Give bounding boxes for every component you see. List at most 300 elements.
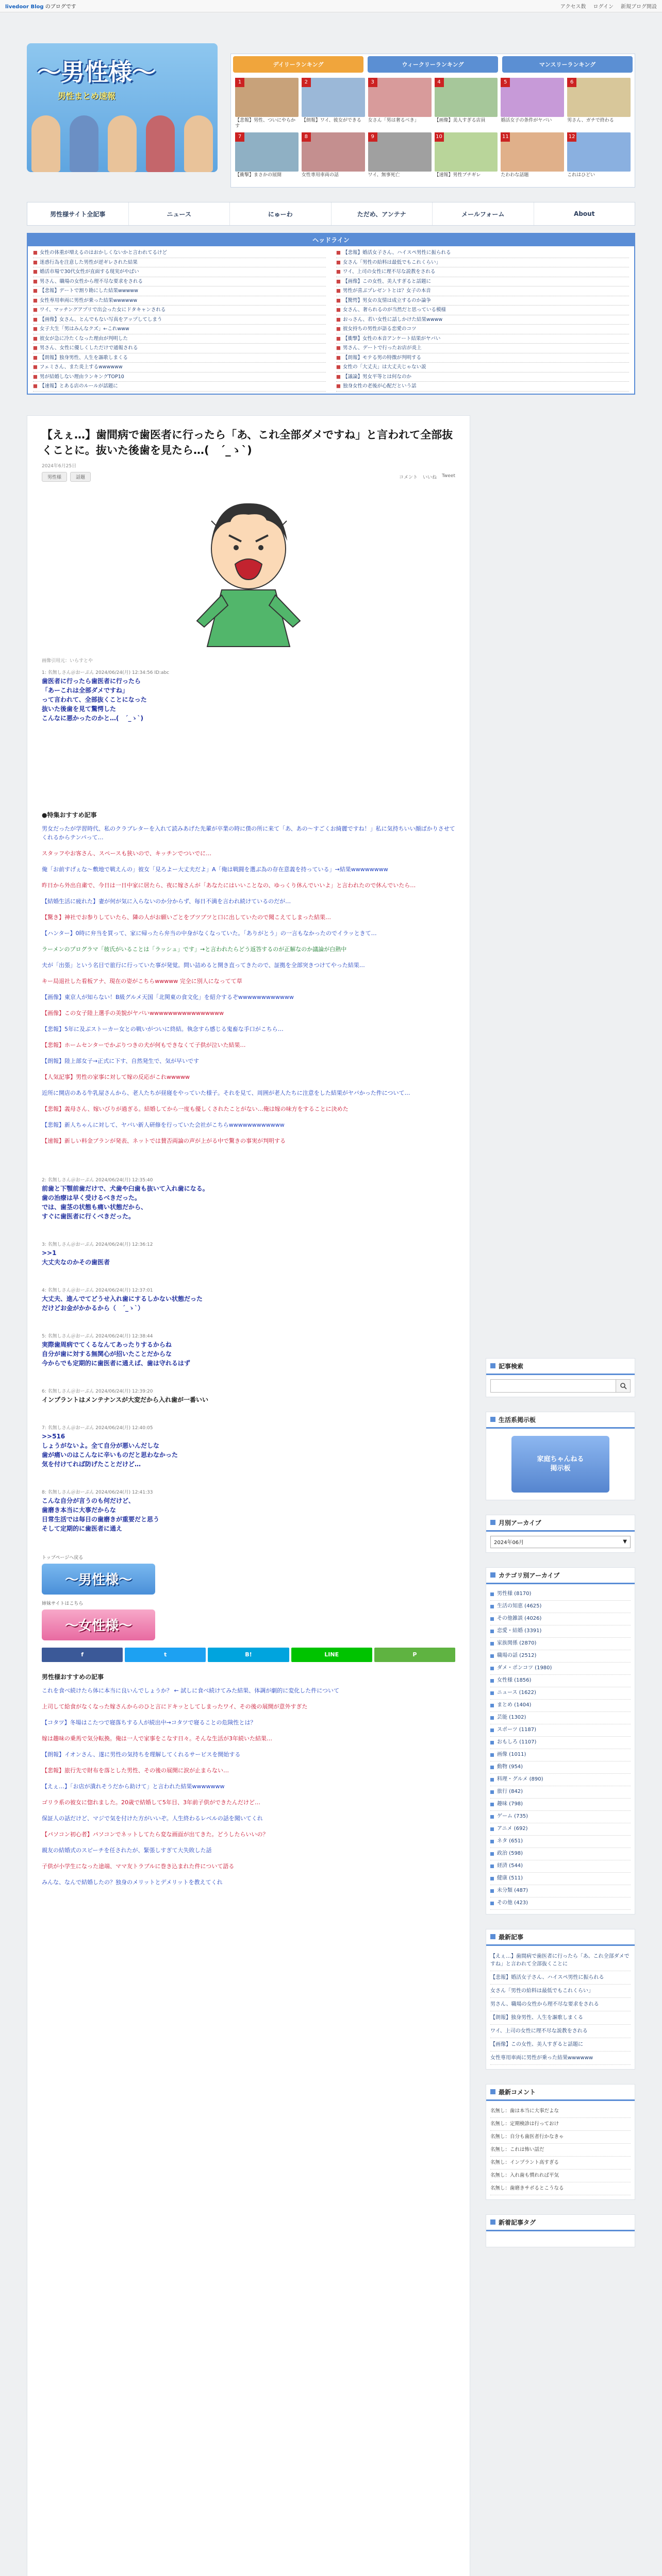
recommended-link[interactable]: 上司して給食がなくなった嫁さんからのひと言にドキッとしてしまったワイ、その後の展開が意外すぎた (42, 1703, 308, 1710)
recent-widget (486, 1929, 635, 2070)
ranking-caption[interactable]: 【速報】男性ブチギレ (434, 173, 481, 178)
recent-article-link[interactable]: 【悲報】婚活女子さん、ハイスペ男性に振られる (490, 1971, 631, 1985)
headline-link[interactable]: 【画像】この女性、美人すぎると話題に (342, 278, 431, 284)
top-bar (0, 0, 662, 12)
recommended-link[interactable]: 【画像】東京人が知らない！B級グルメ天国「北関東の食文化」を紹介するぞwwwwwwwwwwww (42, 993, 294, 1001)
recommended-link[interactable]: 【悲報】5年に及ぶストーカー女との戦いがついに終結。執念すら感じる鬼畜な手口がこちら… (42, 1025, 284, 1032)
nav-about[interactable]: About (574, 210, 595, 217)
category-item[interactable] (490, 1737, 631, 1749)
nav-newwa[interactable]: にゅーわ (230, 202, 332, 225)
headline-item[interactable] (336, 267, 629, 277)
headline-item[interactable] (336, 258, 629, 268)
headline-link[interactable]: 迷惑行為を注意した男性が逆ギレされた結果 (39, 259, 138, 265)
rank-number: 5 (501, 78, 510, 87)
rank-number: 8 (302, 132, 311, 142)
recent-comment[interactable]: 名無し：歯は本当に大事だよな (490, 2105, 631, 2118)
sister-site-banner[interactable]: 〜女性様〜 (42, 1609, 155, 1640)
headline-link[interactable]: 彼女持ちの男性が語る恋愛のコツ (342, 326, 417, 332)
headline-title: ヘッドライン (28, 234, 634, 246)
headline-link[interactable]: 女性の「大丈夫」は大丈夫じゃない説 (342, 364, 426, 370)
headline-item[interactable] (33, 344, 326, 353)
ranking-caption[interactable]: 【画像】美人すぎる店員 (434, 118, 486, 123)
bullet-icon (490, 1679, 494, 1683)
headline-item[interactable] (33, 315, 326, 325)
category-item[interactable] (490, 1873, 631, 1885)
bullet-icon (490, 1902, 494, 1905)
response-body: >>516 しょうがないよ。全て自分が悪いんだしな 歯が痛いのはこんなに辛いものだと思わなかった 気を付けてれば防げたことだけど… (42, 1432, 178, 1468)
headline-item[interactable] (33, 267, 326, 277)
ranking-thumbnail[interactable] (567, 132, 631, 172)
widget-title: 月別アーカイブ (499, 1519, 541, 1527)
headline-item[interactable] (33, 296, 326, 306)
headline-item[interactable] (336, 306, 629, 315)
recommended-link[interactable]: 男女だったが学習時代、私のクラブレターを入れて読みあげた先輩が卒業の時に僕の所に来て「あ、あの〜すごくお綺麗ですね！」私に気持ちいい顔ばかりさせてくれるからテンパって… (42, 825, 455, 841)
rank-number: 2 (302, 78, 311, 87)
tab-daily-ranking[interactable]: デイリーランキング (233, 56, 363, 73)
bullet-icon: ■ (336, 250, 341, 256)
headline-item[interactable] (336, 363, 629, 372)
category-item[interactable] (490, 1885, 631, 1897)
category-label[interactable]: 経済 (544) (497, 1863, 523, 1869)
recommended-link[interactable]: 【悲報】新人ちゃんに対して、ヤバい新人研修を行っていた会社がこちらwwwwwwwwwwww (42, 1121, 285, 1128)
bullet-icon (490, 1790, 494, 1794)
category-label[interactable]: その他雑談 (4026) (497, 1616, 542, 1621)
bullet-icon (490, 1753, 494, 1757)
category-item[interactable] (490, 1848, 631, 1860)
nav-antenna[interactable]: ただめ、アンテナ (332, 202, 433, 225)
bullet-icon (490, 1827, 494, 1831)
category-item[interactable] (490, 1650, 631, 1663)
recommended-link[interactable]: 夫が「出張」という名目で旅行に行っていた事が発覚。問い詰めると開き直ってきたので、証拠を全部突きつけてやった結果… (42, 961, 365, 969)
category-item[interactable] (490, 1836, 631, 1848)
category-item[interactable] (490, 1712, 631, 1724)
category-item[interactable] (490, 1638, 631, 1650)
headline-item[interactable] (33, 306, 326, 315)
bullet-icon (490, 1877, 494, 1880)
category-item[interactable] (490, 1799, 631, 1811)
response-header: 5: 名無しさん＠おーぷん 2024/06/24(月) 12:38:44 (42, 1333, 153, 1339)
recent-article-link[interactable]: 女さん「男性の給料は最低でもこれくらい」 (490, 1985, 631, 1998)
headline-link[interactable]: ワイ、上司の女性に理不尽な説教をされる (342, 269, 436, 275)
headline-link[interactable]: 女性専用車両に男性が乗った結果wwwwww (39, 297, 138, 303)
response-header: 1: 名無しさん＠おーぷん 2024/06/24(月) 12:34:56 ID:abc (42, 670, 170, 675)
bullet-icon (490, 1741, 494, 1744)
headline-link[interactable]: 【驚愕】男女の友情は成立するのか論争 (342, 297, 431, 303)
bullet-icon: ■ (33, 354, 38, 361)
category-item[interactable] (490, 1663, 631, 1675)
ranking-caption[interactable]: これはひどい (567, 173, 595, 178)
like-link[interactable]: いいね (423, 474, 437, 480)
headline-link[interactable]: 婚活市場で30代女性が直面する現実がやばい (39, 269, 139, 275)
headline-item[interactable] (336, 344, 629, 353)
recommended-link[interactable]: これを食べ続けたら体に本当に良いんでしょうか？ ← 試しに食べ続けてみた結果、体調が劇的に変化した件について (42, 1687, 339, 1694)
recommended-link[interactable]: 親友の結婚式のスピーチを任されたが、緊張しすぎて大失敗した話 (42, 1846, 212, 1854)
recommended-link[interactable]: みんな、なんで結婚したの？独身のメリットとデメリットを教えてくれ (42, 1878, 223, 1886)
bullet-icon (490, 1716, 494, 1720)
headline-link[interactable]: 【画像】女さん、とんでもない写真をアップしてしまう (39, 316, 162, 323)
share-button[interactable]: P (374, 1648, 455, 1662)
headline-link[interactable]: 女子大生「男はみんなクズ」←これwww (39, 326, 129, 332)
category-item[interactable] (490, 1700, 631, 1712)
headline-link[interactable]: おっさん、若い女性に話しかけた結果wwww (342, 316, 443, 323)
category-item[interactable] (490, 1601, 631, 1613)
category-label[interactable]: 家族関係 (2870) (497, 1640, 537, 1646)
bullet-icon: ■ (33, 345, 38, 351)
category-label[interactable]: 料理・グルメ (890) (497, 1776, 543, 1782)
category-label[interactable]: 趣味 (798) (497, 1801, 523, 1807)
bullet-icon (490, 1766, 494, 1769)
tag[interactable]: 話題 (70, 472, 91, 482)
headline-link[interactable]: 【朗報】モテる男の特徴が判明する (342, 354, 421, 361)
category-label[interactable]: 未分類 (487) (497, 1888, 528, 1893)
article (27, 415, 470, 2576)
category-item[interactable] (490, 1625, 631, 1638)
tab-weekly-ranking[interactable]: ウィークリーランキング (368, 56, 498, 73)
headline-link[interactable]: 男さん、職場の女性から理不尽な要求をされる (39, 278, 143, 284)
headline-link[interactable]: 【悲報】デートで割り勘にした結果wwwww (39, 288, 138, 294)
recent-comment[interactable]: 名無し：定期検診は行っておけ (490, 2118, 631, 2131)
headline-item[interactable] (33, 353, 326, 363)
bullet-icon: ■ (33, 269, 38, 275)
headline-item[interactable] (33, 325, 326, 334)
ranking-item[interactable] (302, 78, 365, 129)
ranking-caption[interactable]: たわわな話題 (501, 173, 529, 178)
category-label[interactable]: 恋愛・結婚 (3391) (497, 1628, 542, 1634)
ranking-item[interactable] (567, 78, 631, 129)
badge-caption: 姉妹サイトはこちら (42, 1601, 84, 1606)
ranking-item[interactable] (567, 132, 631, 184)
recommended-link[interactable]: キー局退社した看板アナ、現在の姿がこちらwwwww 完全に別人になってて草 (42, 977, 242, 985)
headline-item[interactable] (33, 334, 326, 344)
recent-comment[interactable]: 名無し：入れ歯も慣れれば平気 (490, 2170, 631, 2182)
response-list (42, 669, 455, 723)
category-item[interactable] (490, 1687, 631, 1700)
site-logo[interactable] (27, 43, 218, 172)
tweet-link[interactable]: Tweet (442, 473, 455, 479)
sidebar (486, 415, 635, 2576)
login-link[interactable]: ログイン (593, 4, 614, 10)
brand[interactable] (5, 2, 76, 10)
headline-item[interactable] (336, 248, 629, 258)
search-widget (486, 1358, 635, 1397)
board-widget (486, 1412, 635, 1500)
article-date: 2024年6月25日 (42, 463, 77, 469)
category-item[interactable] (490, 1774, 631, 1786)
headline-link[interactable]: 【朗報】独身男性、人生を謳歌しまくる (39, 354, 128, 361)
recommended-link[interactable]: 【朗報】イオンさん、遂に男性の気持ちを理解してくれるサービスを開始する (42, 1751, 241, 1758)
category-label[interactable]: 男性様 (8170) (497, 1591, 532, 1597)
comment-count-link[interactable]: コメント (399, 474, 418, 480)
category-item[interactable] (490, 1675, 631, 1687)
category-label[interactable]: アニメ (692) (497, 1826, 528, 1832)
recent-comment[interactable]: 名無し：これは怖い話だ (490, 2144, 631, 2157)
recommended-link[interactable]: 【ハンター】0時に弁当を買って、家に帰ったら弁当の中身がなくなっていた。「ありがとう」の一言もなかったのでイラッときて… (42, 929, 377, 937)
search-input[interactable] (490, 1379, 616, 1393)
recommended-link[interactable]: 【朗報】陸上部女子→正式に下す、自然発生で、気が早いです (42, 1057, 200, 1064)
headline-item[interactable] (336, 372, 629, 382)
recent-article-link[interactable]: 【画像】この女性、美人すぎると話題に (490, 2038, 631, 2052)
bullet-icon: ■ (336, 354, 341, 361)
recommended-link[interactable]: ラーメンのプログラマ「彼氏がいることは「ラッシュ」です」→と言われたらどう返答するのが正解なのか議論が白熱中 (42, 945, 347, 953)
thread-list (42, 1176, 455, 1533)
bullet-icon: ■ (336, 345, 341, 351)
recommended-link[interactable]: 【驚き】神社でお参りしていたら、隣の人がお願いごとをブツブツと口に出していたので聞こえてしまった結果… (42, 913, 331, 921)
headline-link[interactable]: 【衝撃】女性の本音アンケート結果がヤバい (342, 335, 441, 342)
recommended-link[interactable]: 【結婚生活に疲れた】妻が何が気に入らないのか分からず、毎日不満を言われ続けているのだが… (42, 897, 291, 905)
headline-item[interactable] (336, 325, 629, 334)
category-label[interactable]: まとめ (1404) (497, 1702, 532, 1708)
response (42, 1387, 455, 1404)
nav-news[interactable]: ニュース (129, 202, 230, 225)
bullet-icon (490, 1815, 494, 1819)
recommended-link[interactable]: 嫁は趣味の乗馬で気分転換。俺は一人で家事をこなす日々。そんな生活が3年続いた結果… (42, 1735, 272, 1742)
recommended-link[interactable]: 近所に開店のある牛乳屋さんから、老人たちが昼寝をやっていた様子。それを見て、周囲が老人たちに注意をした結果がヤバかった件について… (42, 1089, 410, 1096)
ranking-caption[interactable]: 【朗報】ワイ、彼女ができる (301, 118, 361, 123)
bullet-icon (490, 1654, 494, 1658)
recommended-link[interactable]: スタッフやお客さん、スペースも狭いので、キッチンでついでに… (42, 850, 212, 857)
headline-item[interactable] (33, 382, 326, 392)
category-label[interactable]: ニュース (1622) (497, 1690, 536, 1696)
headline-left (33, 248, 326, 392)
widget-title: カテゴリ別アーカイブ (499, 1571, 560, 1579)
ranking-caption[interactable]: 女さん「男は奢るべき」 (368, 118, 419, 123)
recommended-link[interactable]: 【パソコン初心者】パソコンでネットしてたら変な画面が出てきた。どうしたらいいの？ (42, 1831, 269, 1838)
recommended-link[interactable]: 【悲報】義母さん、嫁いびりが過ぎる。結婚してから一度も優しくされたことがない…俺は嫁の味方をすることに決めた (42, 1105, 349, 1112)
bullet-icon (490, 1840, 494, 1843)
category-label[interactable]: ゲーム (735) (497, 1814, 528, 1819)
access-link[interactable]: アクセス数 (560, 4, 586, 10)
recent-article-link[interactable]: 【えぇ…】歯間病で歯医者に行ったら「あ、これ全部ダメですね」と言われて全部抜くことに (490, 1950, 631, 1971)
headline-link[interactable]: フェミさん、また炎上するwwwwww (39, 364, 123, 370)
ranking-item[interactable] (235, 78, 299, 129)
response-body: 前歯と下顎前歯だけで、犬歯や臼歯も抜いて入れ歯になる。 歯の治療は早く受けるべきだった。 では、歯茎の状態も痛い状態だから、 すぐに歯医者に行くべきだった。 (42, 1184, 209, 1220)
widget-title: 最新記事 (499, 1933, 524, 1941)
bullet-icon (490, 1605, 494, 1608)
category-item[interactable] (490, 1761, 631, 1774)
bullet-icon: ■ (336, 364, 341, 370)
category-label[interactable]: 動物 (954) (497, 1764, 523, 1770)
ranking-item[interactable] (435, 78, 498, 129)
headline-item[interactable] (33, 248, 326, 258)
headline-link[interactable]: 【悲報】婚活女子さん、ハイスペ男性に振られる (342, 250, 451, 256)
nav-all-articles[interactable]: 男性様サイト全記事 (27, 202, 129, 225)
response (42, 1241, 455, 1267)
headline-link[interactable]: 独身女性の老後が心配だという話 (342, 383, 417, 389)
recommended-link[interactable]: 俺「お前すげぇな〜敷地で戦えんの」彼女「見ろよー大丈夫だよ」A「俺は戦闘を選ぶ為の存在意義を持っている」→結果wwwwwwww (42, 866, 388, 873)
category-item[interactable] (490, 1749, 631, 1761)
recent-comment[interactable]: 名無し：インプラント高すぎる (490, 2157, 631, 2170)
ranking-item[interactable] (368, 78, 432, 129)
category-label[interactable]: 旅行 (842) (497, 1789, 523, 1794)
brand-sub: のブログです (45, 4, 76, 10)
tab-monthly-ranking[interactable]: マンスリーランキング (502, 56, 633, 73)
ranking-thumbnail[interactable] (501, 132, 564, 172)
headline-link[interactable]: 【速報】とある店のルールが話題に (39, 383, 118, 389)
headline-item[interactable] (336, 277, 629, 287)
ranking-item[interactable] (435, 132, 498, 184)
recent-comment[interactable]: 名無し：自分も歯医者行かなきゃ (490, 2131, 631, 2144)
headline-item[interactable] (336, 286, 629, 296)
ranking-thumbnail[interactable] (235, 132, 299, 172)
category-item[interactable] (490, 1823, 631, 1836)
headline-link[interactable]: 女さん、奢られるのが当然だと思っている模様 (342, 307, 446, 313)
category-label[interactable]: 芸能 (1302) (497, 1715, 526, 1720)
headline-item[interactable] (33, 363, 326, 372)
ranking-caption[interactable]: 男さん、ガチで終わる (567, 118, 614, 123)
ranking-item[interactable] (368, 132, 432, 184)
share-button[interactable]: f (42, 1648, 123, 1662)
ranking-thumbnail[interactable] (302, 78, 365, 117)
headline-link[interactable]: 男性が喜ぶプレゼントとは？女子の本音 (342, 288, 431, 294)
response-header: 6: 名無しさん＠おーぷん 2024/06/24(月) 12:39:20 (42, 1388, 153, 1394)
share-button[interactable]: LINE (291, 1648, 372, 1662)
ranking-item[interactable] (501, 78, 564, 129)
ranking-thumbnail[interactable] (567, 78, 631, 117)
nav-mailform[interactable]: メールフォーム (433, 202, 534, 225)
category-item[interactable] (490, 1860, 631, 1873)
header (27, 28, 635, 198)
headline-item[interactable] (336, 353, 629, 363)
category-item[interactable] (490, 1811, 631, 1823)
ranking-thumbnail[interactable] (368, 78, 432, 117)
recommended-link[interactable]: 【コタツ】冬場はこたつで寝落ちする人が続出中→コタツで寝ることの危険性とは？ (42, 1719, 256, 1726)
headline-item[interactable] (336, 334, 629, 344)
ranking-item[interactable] (302, 132, 365, 184)
headline-link[interactable]: ワイ、マッチングアプリで出会った女にドタキャンされる (39, 307, 166, 313)
recommended-link[interactable]: 【人気記事】男性の家事に対して嫁の反応がこれwwwww (42, 1073, 190, 1080)
category-label[interactable]: ダメ・ポンコツ (1980) (497, 1665, 552, 1671)
ranking-grid (231, 75, 635, 187)
bullet-icon (490, 1778, 494, 1782)
brand-name[interactable]: livedoor Blog (5, 4, 44, 10)
recent-article-link[interactable]: 【朗報】独身男性、人生を謳歌しまくる (490, 2011, 631, 2025)
archive-select[interactable] (490, 1536, 631, 1548)
response-header: 8: 名無しさん＠おーぷん 2024/06/24(月) 12:41:33 (42, 1489, 153, 1495)
recommended-link[interactable]: 【悲報】ホームセンターでかぶりつきの犬が何もできなくて子供が泣いた結果… (42, 1041, 246, 1048)
headline-link[interactable]: 男が結婚しない理由ランキングTOP10 (39, 374, 124, 380)
headline-link[interactable]: 【議論】男女平等とは何なのか (342, 374, 411, 380)
category-label[interactable]: 政治 (598) (497, 1851, 523, 1856)
response-body: インプラントはメンテナンスが大変だから入れ歯が一番いい (42, 1396, 209, 1403)
tag[interactable]: 男性様 (42, 472, 67, 482)
recommended-link[interactable]: 【画像】この女子陸上選手の美貌がヤバいwwwwwwwwwwwwwwww (42, 1009, 224, 1016)
category-label[interactable]: 画像 (1011) (497, 1752, 526, 1757)
recommended-list-2 (42, 1686, 455, 1887)
share-button[interactable]: B! (208, 1648, 289, 1662)
headline-item[interactable] (336, 296, 629, 306)
ranking-caption[interactable]: 【悲報】男性、ついにやらかす (235, 118, 296, 129)
new-blog-link[interactable]: 新規ブログ開設 (621, 4, 657, 10)
recent-article-link[interactable]: 男さん、職場の女性から理不尽な要求をされる (490, 1998, 631, 2011)
headline-item[interactable] (336, 315, 629, 325)
ranking-item[interactable] (235, 132, 299, 184)
recommended-link[interactable]: 子供が小学生になった途端、ママ友トラブルに巻き込まれた件について語る (42, 1862, 235, 1870)
recommended-link[interactable]: 【悲報】旅行先で財布を落とした男性、その後の展開に涙が止まらない… (42, 1767, 229, 1774)
bullet-icon (490, 1803, 494, 1806)
badge-caption: トップページへ戻る (42, 1555, 84, 1561)
category-label[interactable]: スポーツ (1187) (497, 1727, 537, 1733)
rank-number: 7 (235, 132, 244, 142)
category-widget (486, 1567, 635, 1914)
category-item[interactable] (490, 1613, 631, 1625)
recent-comment[interactable]: 名無し：歯磨きサボるとこうなる (490, 2182, 631, 2195)
bullet-icon: ■ (336, 326, 341, 332)
site-banner[interactable]: 〜男性様〜 (42, 1564, 155, 1595)
ranking-thumbnail[interactable] (435, 132, 498, 172)
headline-link[interactable]: 女性の体重が増えるのはおかしくないかと言われてるけど (39, 250, 167, 256)
category-label[interactable]: 生活の知恵 (4625) (497, 1603, 542, 1609)
headline-item[interactable] (33, 277, 326, 287)
widget-title: 生活系掲示板 (499, 1416, 536, 1423)
response-header: 3: 名無しさん＠おーぷん 2024/06/24(月) 12:36:12 (42, 1242, 153, 1247)
rank-number: 12 (567, 132, 576, 142)
bullet-icon: ■ (336, 374, 341, 380)
category-label[interactable]: その他 (423) (497, 1900, 528, 1906)
recommended-link[interactable]: 昨日から外出自粛で、今日は一日中家に居たら、夜に嫁さんが「あなたにはいいことなの、ゆっくり休んでいいよ」と言われたので休んでいたら… (42, 882, 416, 889)
category-item[interactable] (490, 1897, 631, 1910)
headline-item[interactable] (33, 286, 326, 296)
category-label[interactable]: おもしろ (1107) (497, 1739, 537, 1745)
headline-link[interactable]: 男さん、デートで行ったお店が炎上 (342, 345, 422, 351)
ranking-thumbnail[interactable] (302, 132, 365, 172)
category-label[interactable]: ネタ (651) (497, 1838, 523, 1844)
ranking-caption[interactable]: 【衝撃】まさかの展開 (235, 173, 282, 178)
response-header: 2: 名無しさん＠おーぷん 2024/06/24(月) 12:35:40 (42, 1177, 153, 1183)
headline-link[interactable]: 女さん「男性の給料は最低でもこれくらい」 (342, 259, 441, 265)
category-label[interactable]: 職場の話 (2512) (497, 1653, 537, 1658)
recommended-link[interactable]: 【速報】新しい料金プランが発表、ネットでは賛否両論の声が上がる中で驚きの事実が判明する (42, 1137, 286, 1144)
share-button[interactable]: t (125, 1648, 206, 1662)
headline-right (336, 248, 629, 392)
ranking-thumbnail[interactable] (435, 78, 498, 117)
category-label[interactable]: 健康 (511) (497, 1875, 523, 1881)
ranking-caption[interactable]: 女性専用車両の話 (301, 173, 339, 178)
ranking-thumbnail[interactable] (501, 78, 564, 117)
response-body: 実際歯周病でてくるなんてあったりするからね 自分が歯に対する無関心が招いたことだからな 今からでも定期的に歯医者に通えば、歯は守れるはず (42, 1341, 190, 1367)
category-item[interactable] (490, 1724, 631, 1737)
response-body: 歯医者に行ったら歯医者に行ったら 「あーこれは全部ダメですね」 って言われて、全部抜くことになった 抜いた後歯を見て驚愕した こんなに悪かったのかと…( ´_ゝ`) (42, 677, 147, 722)
recommended-link[interactable]: ゴリラ系の彼女に惚れました。20歳で結婚して5年目、3年前子供ができたんだけど… (42, 1799, 260, 1806)
search-button[interactable] (616, 1379, 631, 1393)
ranking-caption[interactable]: 婚活女子の条件がヤバい (501, 118, 552, 123)
ranking-item[interactable] (501, 132, 564, 184)
tags-widget (486, 2214, 635, 2247)
category-label[interactable]: 女性様 (1856) (497, 1677, 532, 1683)
recent-article-link[interactable]: 女性専用車両に男性が乗った結果wwwwww (490, 2052, 631, 2065)
ranking-thumbnail[interactable] (235, 78, 299, 117)
rank-number: 9 (368, 132, 377, 142)
headline-item[interactable] (33, 372, 326, 382)
bullet-icon: ■ (33, 297, 38, 303)
headline-link[interactable]: 男さん、女性に優しくしただけで通報される (39, 345, 138, 351)
category-item[interactable] (490, 1588, 631, 1601)
board-banner[interactable]: 家庭ちゃんねる 掲示板 (511, 1436, 609, 1493)
recommended-link[interactable]: 【えぇ…】「お店が潰れそうだから助けて」と言われた結果wwwwwww (42, 1783, 225, 1790)
recommended-title-2: 男性様おすすめの記事 (42, 1673, 104, 1681)
ranking-thumbnail[interactable] (368, 132, 432, 172)
bullet-icon: ■ (336, 307, 341, 313)
recent-article-link[interactable]: ワイ、上司の女性に理不尽な説教をされる (490, 2025, 631, 2038)
headline-item[interactable] (336, 382, 629, 392)
bullet-icon (490, 1592, 494, 1596)
headline-item[interactable] (33, 258, 326, 268)
ranking-caption[interactable]: ワイ、無事死亡 (368, 173, 400, 178)
bullet-icon (490, 1642, 494, 1646)
category-item[interactable] (490, 1786, 631, 1799)
recommended-link[interactable]: 保証人の話だけど、マジで気を付けた方がいいぞ。人生終わるレベルの話を聞いてくれ (42, 1815, 263, 1822)
headline-link[interactable]: 彼女が急に冷たくなった理由が判明した (39, 335, 128, 342)
archive-widget (486, 1515, 635, 1553)
